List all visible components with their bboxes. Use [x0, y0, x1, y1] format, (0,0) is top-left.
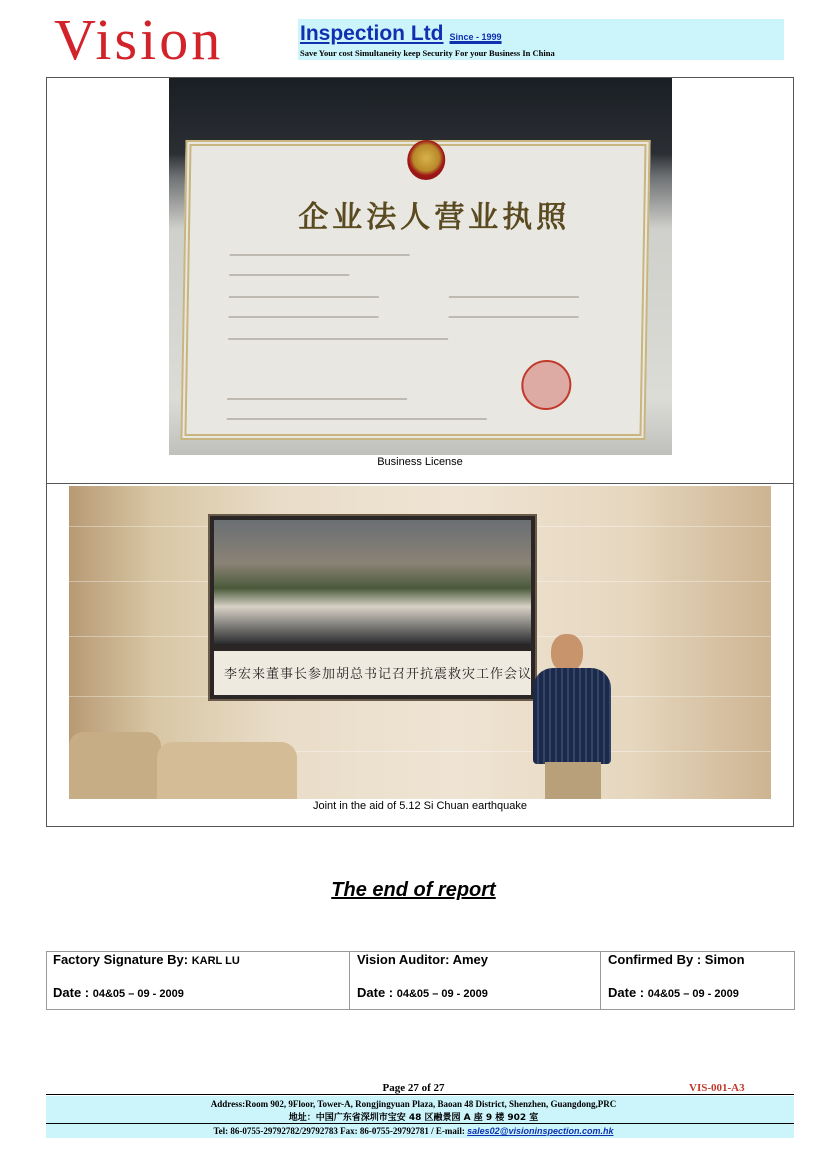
date-label: Date : [608, 985, 648, 1000]
certificate-text-line [229, 316, 379, 318]
confirmed-signature-name: Simon [704, 952, 745, 967]
company-tagline: Save Your cost Simultaneity keep Security For your Business In China [300, 48, 555, 58]
footer-separator [46, 1123, 794, 1124]
signature-table-divider [349, 951, 350, 1010]
date-label: Date : [357, 985, 397, 1000]
confirmed-signature-date [608, 985, 739, 1000]
footer-contact [0, 1126, 827, 1136]
certificate-text-line [227, 398, 407, 400]
license-certificate [180, 140, 650, 440]
footer-contact-text: Tel: 86-0755-29792782/29792783 Fax: 86-0755-29792781 / E-mail: [213, 1126, 468, 1136]
poster-meeting-image [214, 520, 531, 644]
table-row-divider [46, 483, 794, 484]
date-value: 04&05 – 09 - 2009 [92, 988, 184, 1000]
factory-signature-label: Factory Signature By: [53, 952, 192, 967]
poster-caption-bar [214, 651, 531, 695]
certificate-text-line [227, 418, 487, 420]
document-code: VIS-001-A3 [689, 1082, 745, 1094]
person-legs [545, 762, 601, 799]
person-head [551, 634, 583, 672]
auditor-signature-name: Amey [452, 952, 488, 967]
signature-table-divider [600, 951, 601, 1010]
factory-signature-name: KARL LU [191, 955, 240, 967]
date-value: 04&05 – 09 - 2009 [647, 988, 739, 1000]
chair [69, 732, 161, 799]
date-label: Date : [53, 985, 93, 1000]
confirmed-signature [608, 952, 745, 967]
company-name-text: Inspection Ltd [300, 22, 444, 45]
end-of-report-heading: The end of report [331, 879, 496, 901]
factory-signature [53, 952, 240, 967]
company-name [300, 22, 502, 49]
certificate-text-line [229, 296, 379, 298]
certificate-text-line [229, 274, 349, 276]
certificate-text-line [449, 296, 579, 298]
certificate-text-line [228, 338, 448, 340]
factory-signature-date [53, 985, 184, 1000]
date-value: 04&05 – 09 - 2009 [396, 988, 488, 1000]
email-link[interactable]: sales02@visioninspection.com.hk [467, 1126, 614, 1136]
framed-poster [208, 514, 537, 701]
company-logo: Vision [54, 7, 224, 72]
certificate-text-line [449, 316, 579, 318]
national-emblem-icon [407, 140, 446, 180]
auditor-signature-label: Vision Auditor: [357, 952, 453, 967]
person-shirt [533, 668, 611, 764]
since-label: Since - 1999 [449, 32, 502, 42]
person-figure [531, 634, 623, 799]
business-license-photo [169, 78, 672, 455]
earthquake-caption: Joint in the aid of 5.12 Si Chuan earthquake [312, 800, 528, 812]
page-number: Page 27 of 27 [382, 1082, 445, 1094]
footer-address-en: Address:Room 902, 9Floor, Tower-A, Rongjingyuan Plaza, Baoan 48 District, Shenzhen, Guangdong,PRC [210, 1099, 617, 1109]
chair [157, 742, 297, 799]
poster-caption: 李宏来董事长参加胡总书记召开抗震救灾工作会议 [224, 667, 533, 682]
certificate-text-line [230, 254, 410, 256]
earthquake-aid-photo [69, 486, 771, 799]
footer-address-cn: 地址：中国广东省深圳市宝安 48 区融景园 A 座 9 楼 902 室 [288, 1113, 539, 1123]
license-caption: Business License [377, 456, 463, 468]
footer-rule [46, 1094, 794, 1095]
auditor-signature [357, 952, 488, 967]
certificate-title: 企业法人营业执照 [297, 200, 571, 235]
auditor-signature-date [357, 985, 488, 1000]
official-seal-icon [521, 360, 572, 410]
confirmed-signature-label: Confirmed By : [608, 952, 705, 967]
